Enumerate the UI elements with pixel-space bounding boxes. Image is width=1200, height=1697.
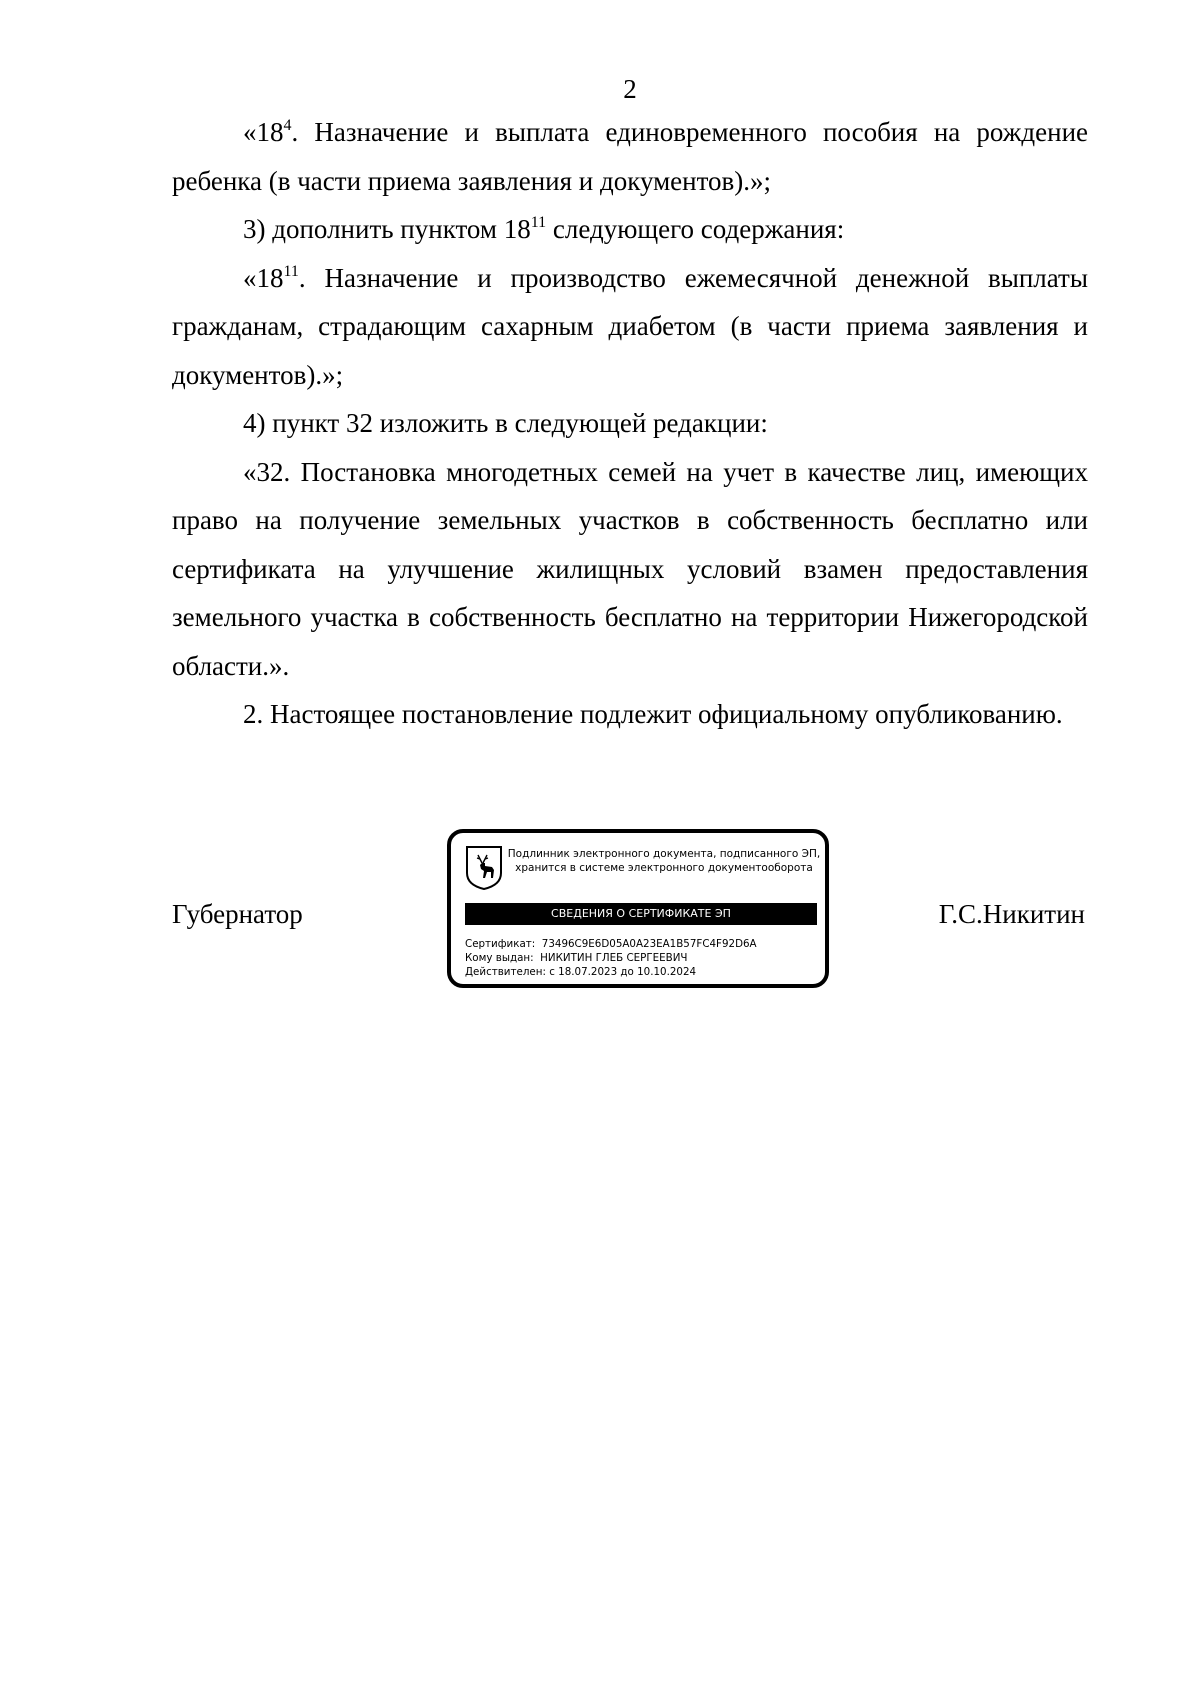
paragraph-item-32: «32. Постановка многодетных семей на учет в качестве лиц, имеющих право на получение земельных участков в собственность бесплатно или сертификата на улучшение жилищных условий взамен предоставления земельного участка в собственность бесплатно на территории Нижегородской области.». — [172, 456, 1088, 681]
page-number: 2 — [623, 74, 637, 104]
certificate-owner-row: Кому выдан: НИКИТИН ГЛЕБ СЕРГЕЕВИЧ — [465, 952, 688, 964]
certificate-number-row: Сертификат: 73496C9E6D05A0A23EA1B57FC4F92D6A — [465, 938, 757, 950]
paragraph-publication: 2. Настоящее постановление подлежит официальному опубликованию. — [243, 699, 1063, 729]
paragraph-amendment-4: 4) пункт 32 изложить в следующей редакции: — [243, 408, 768, 438]
paragraph-amendment-3: 3) дополнить пунктом $18^{11}$ следующего содержания: — [243, 214, 845, 244]
document-body — [172, 108, 1088, 739]
paragraph-item-18-4: «$18^4$. Назначение и выплата единовременного пособия на рождение ребенка (в части приема заявления и документов).»; — [172, 117, 1088, 196]
paragraph-item-18-11: «$18^{11}$. Назначение и производство ежемесячной денежной выплаты гражданам, страдающим сахарным диабетом (в части приема заявления и документов).»; — [172, 262, 1088, 390]
stamp-certificate-details — [465, 937, 819, 979]
signatory-name: Г.С.Никитин — [938, 899, 1085, 929]
certificate-validity-row: Действителен: с 18.07.2023 до 10.10.2024 — [465, 966, 697, 978]
stamp-certificate-band: СВЕДЕНИЯ О СЕРТИФИКАТЕ ЭП — [465, 903, 817, 925]
electronic-signature-stamp — [447, 829, 829, 988]
signatory-title: Губернатор — [172, 899, 303, 929]
stamp-header: Подлинник электронного документа, подписанного ЭП, хранится в системе электронного документооборота — [507, 848, 821, 874]
nizhny-novgorod-deer-emblem-icon — [465, 845, 503, 891]
